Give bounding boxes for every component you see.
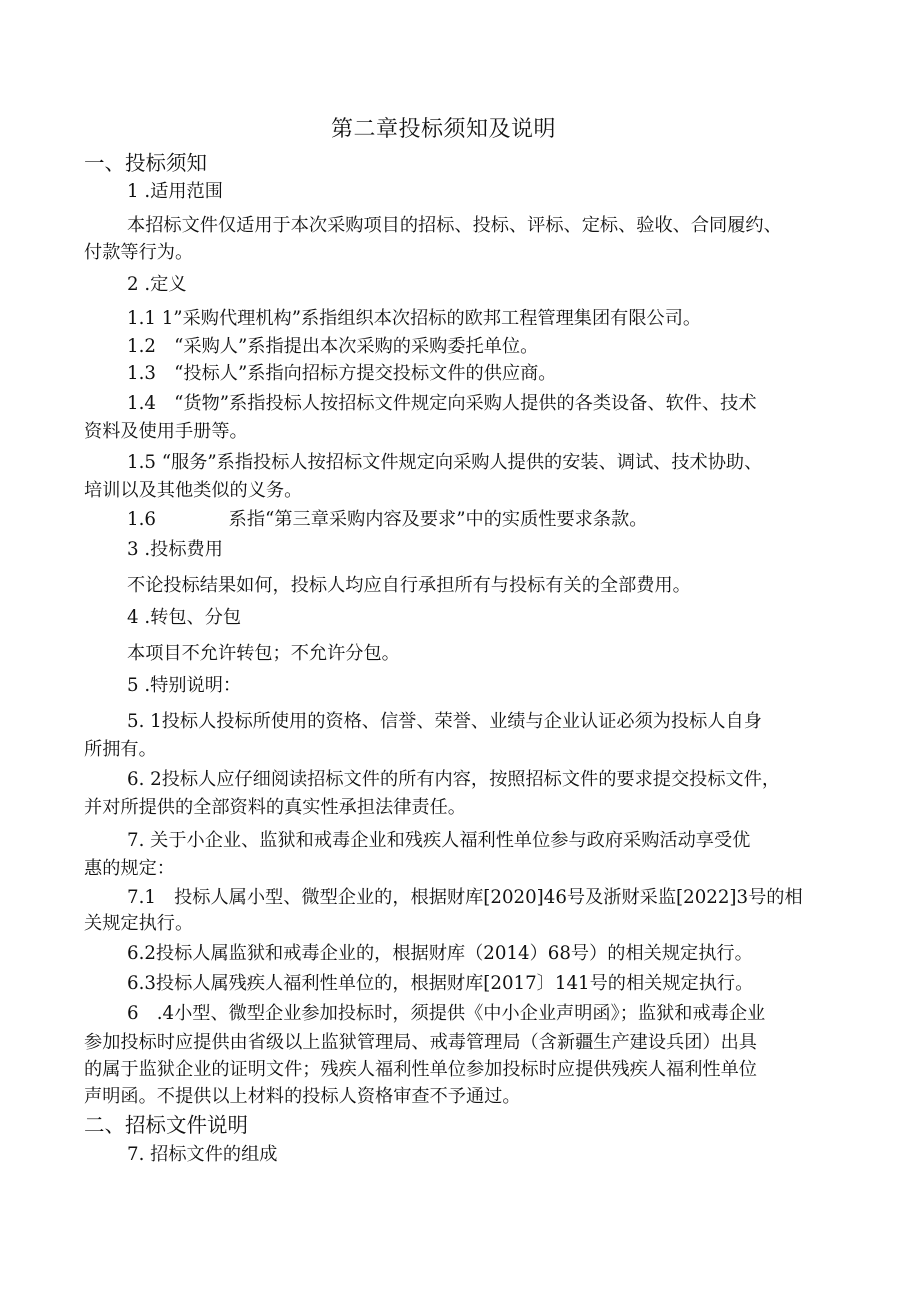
subsection-title: 1 .适用范围 [127, 181, 223, 202]
paragraph-line: 本招标文件仅适用于本次采购项目的招标、投标、评标、定标、验收、合同履约、 [127, 215, 782, 236]
definition-line: 资料及使用手册等。 [84, 421, 248, 442]
definition-line: 1.4 “货物”系指投标人按招标文件规定向采购人提供的各类设备、软件、技术 [127, 393, 757, 414]
paragraph-line: 本项目不允许转包；不允许分包。 [127, 643, 400, 664]
paragraph-line: 7.1 投标人属小型、微型企业的，根据财库[2020]46号及浙财采监[2022]3号的相 [127, 887, 803, 908]
paragraph-line: 5. 1投标人投标所使用的资格、信誉、荣誉、业绩与企业认证必须为投标人自身 [127, 711, 762, 732]
paragraph-line: 所拥有。 [84, 739, 157, 760]
definition-line: 1.2 “采购人”系指提出本次采购的采购委托单位。 [127, 336, 539, 357]
paragraph-line: 6. 2投标人应仔细阅读招标文件的所有内容，按照招标文件的要求提交投标文件， [127, 769, 781, 790]
subsection-title: 5 .特别说明： [127, 675, 242, 696]
section-heading-2: 二、招标文件说明 [84, 1113, 248, 1137]
definition-line: 1.3 “投标人”系指向招标方提交投标文件的供应商。 [127, 363, 557, 384]
subsection-title: 7. 招标文件的组成 [127, 1144, 278, 1165]
section-heading-1: 一、投标须知 [84, 151, 207, 175]
paragraph-line: 并对所提供的全部资料的真实性承担法律责任。 [84, 797, 466, 818]
paragraph-line: 不论投标结果如何，投标人均应自行承担所有与投标有关的全部费用。 [127, 575, 691, 596]
definition-line: 1.5 “服务”系指投标人按招标文件规定向采购人提供的安装、调试、技术协助、 [127, 452, 763, 473]
definition-line: 1.6 系指“第三章采购内容及要求”中的实质性要求条款。 [127, 509, 648, 530]
definition-line: 1.1 1”采购代理机构”系指组织本次招标的欧邦工程管理集团有限公司。 [127, 308, 702, 329]
paragraph-line: 参加投标时应提供由省级以上监狱管理局、戒毒管理局（含新疆生产建设兵团）出具 [84, 1032, 757, 1053]
paragraph-line: 6 .4小型、微型企业参加投标时，须提供《中小企业声明函》；监狱和戒毒企业 [127, 1003, 766, 1024]
subsection-title: 4 .转包、分包 [127, 607, 242, 628]
paragraph-line: 6.2投标人属监狱和戒毒企业的，根据财库（2014）68号）的相关规定执行。 [127, 943, 753, 964]
paragraph-line: 的属于监狱企业的证明文件；残疾人福利性单位参加投标时应提供残疾人福利性单位 [84, 1059, 757, 1080]
subsection-title: 2 .定义 [127, 274, 187, 295]
paragraph-line: 关规定执行。 [84, 913, 194, 934]
paragraph-line: 7. 关于小企业、监狱和戒毒企业和残疾人福利性单位参与政府采购活动享受优 [127, 830, 751, 851]
paragraph-line: 6.3投标人属残疾人福利性单位的，根据财库[2017〕141号的相关规定执行。 [127, 973, 754, 994]
definition-line: 培训以及其他类似的义务。 [84, 480, 303, 501]
page-title: 第二章投标须知及说明 [331, 117, 557, 142]
subsection-title: 3 .投标费用 [127, 539, 223, 560]
paragraph-line: 付款等行为。 [84, 242, 194, 263]
paragraph-line: 声明函。不提供以上材料的投标人资格审查不予通过。 [84, 1086, 521, 1107]
paragraph-line: 惠的规定： [84, 858, 175, 879]
